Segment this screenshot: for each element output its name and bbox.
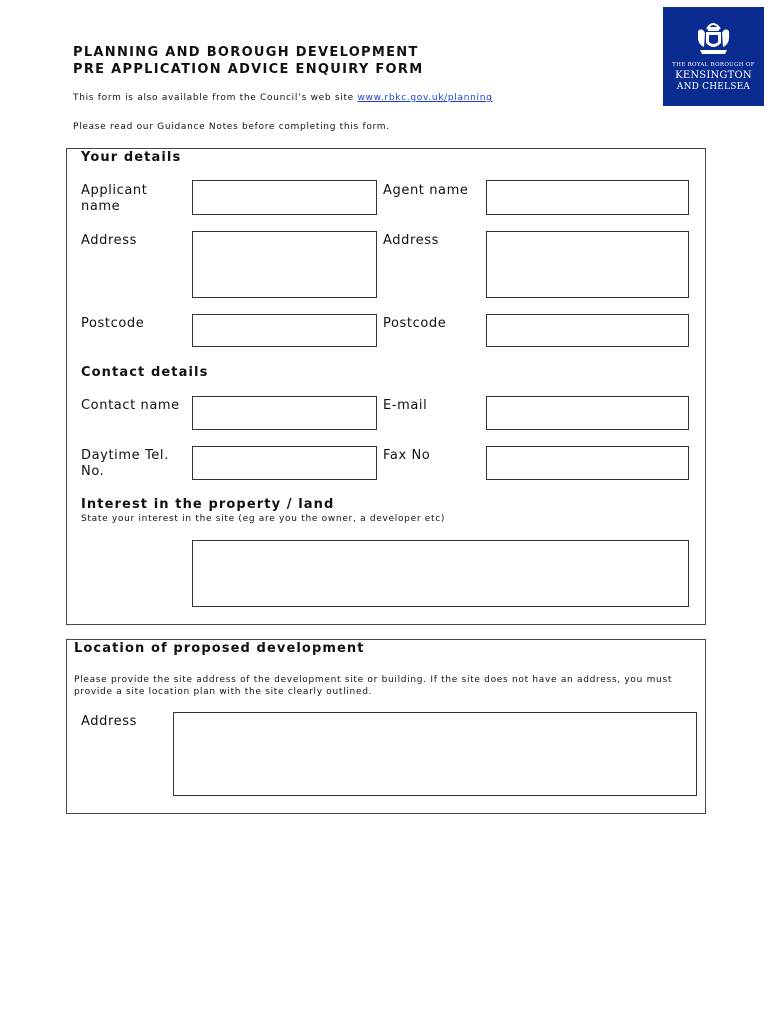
applicant-address-label: Address: [81, 233, 137, 248]
guidance-note: Please read our Guidance Notes before completing this form.: [73, 122, 390, 132]
location-heading: Location of proposed development: [74, 641, 365, 656]
agent-name-label: Agent name: [383, 183, 469, 198]
availability-note: [73, 93, 493, 103]
agent-postcode-field[interactable]: [486, 314, 689, 347]
contact-details-heading: Contact details: [81, 365, 209, 380]
applicant-postcode-label: Postcode: [81, 316, 145, 331]
applicant-name-label: Applicant name: [81, 183, 148, 214]
interest-instruction: State your interest in the site (eg are you the owner, a developer etc): [81, 514, 446, 524]
interest-heading: Interest in the property / land: [81, 497, 335, 512]
agent-name-field[interactable]: [486, 180, 689, 215]
agent-postcode-label: Postcode: [383, 316, 447, 331]
title-line-2: PRE APPLICATION ADVICE ENQUIRY FORM: [73, 62, 424, 77]
daytime-tel-field[interactable]: [192, 446, 377, 480]
your-details-heading: Your details: [81, 150, 182, 165]
form-title: [73, 44, 423, 78]
fax-label: Fax No: [383, 448, 431, 463]
applicant-postcode-field[interactable]: [192, 314, 377, 347]
agent-address-field[interactable]: [486, 231, 689, 298]
agent-address-label: Address: [383, 233, 439, 248]
logo-line-3: AND CHELSEA: [676, 82, 751, 92]
site-address-field[interactable]: [173, 712, 697, 796]
borough-crest-icon: [693, 17, 734, 57]
location-instruction: Please provide the site address of the development site or building. If the site does not have an address, you must provide a site location plan with the site clearly outlined.: [74, 675, 673, 697]
availability-text: This form is also available from the Council’s web site: [73, 93, 354, 103]
email-field[interactable]: [486, 396, 689, 430]
title-line-1: PLANNING AND BOROUGH DEVELOPMENT: [73, 45, 419, 60]
website-link[interactable]: www.rbkc.gov.uk/planning: [357, 93, 493, 103]
fax-field[interactable]: [486, 446, 689, 480]
site-address-label: Address: [81, 714, 137, 729]
contact-name-label: Contact name: [81, 398, 180, 413]
logo-line-2: KENSINGTON: [675, 70, 752, 81]
borough-logo: [663, 7, 764, 106]
daytime-tel-label: Daytime Tel. No.: [81, 448, 169, 479]
applicant-address-field[interactable]: [192, 231, 377, 298]
applicant-name-field[interactable]: [192, 180, 377, 215]
logo-line-1: THE ROYAL BOROUGH OF: [672, 62, 755, 68]
email-label: E-mail: [383, 398, 428, 413]
contact-name-field[interactable]: [192, 396, 377, 430]
interest-field[interactable]: [192, 540, 689, 607]
